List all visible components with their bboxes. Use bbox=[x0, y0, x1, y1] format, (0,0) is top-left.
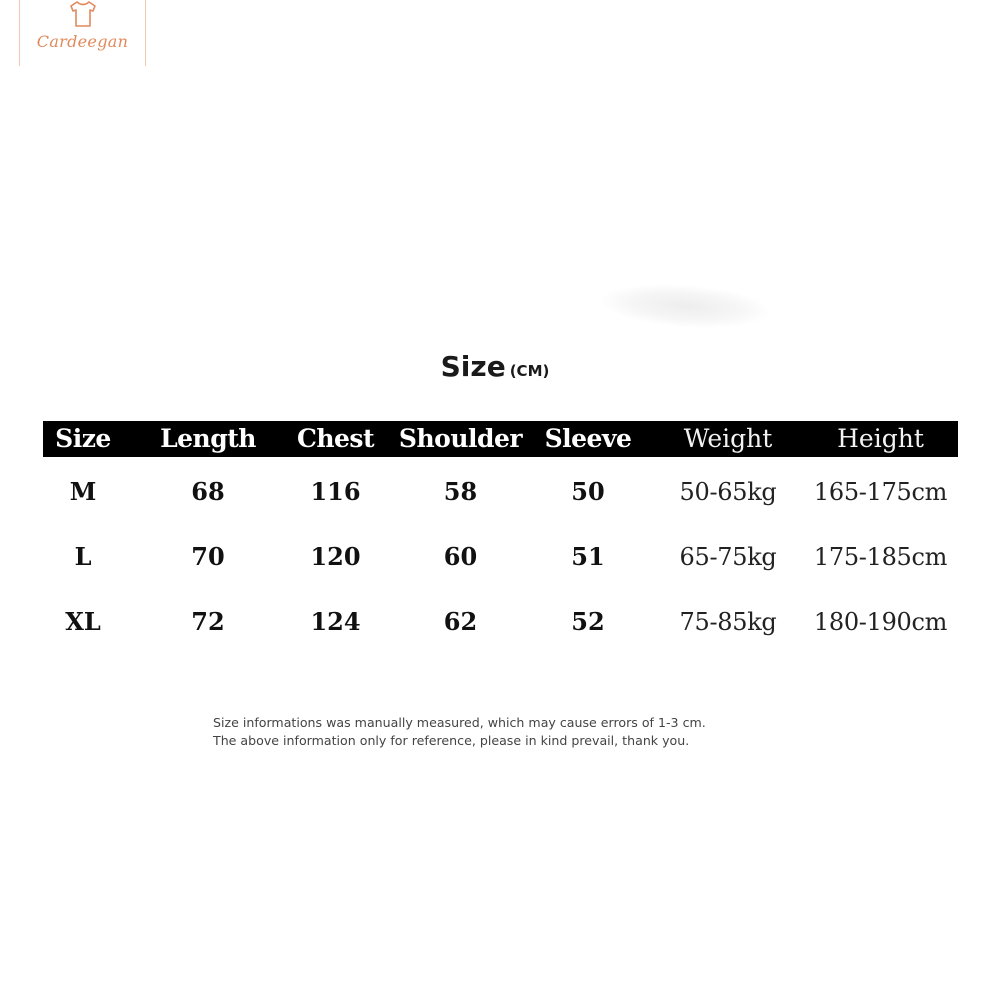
size-table bbox=[43, 421, 958, 652]
table-row bbox=[43, 587, 958, 652]
brand-name: Cardeegan bbox=[36, 32, 129, 51]
header-shoulder: Shoulder bbox=[398, 424, 523, 453]
cell-shoulder: 62 bbox=[443, 607, 478, 636]
cell-length: 70 bbox=[191, 542, 225, 571]
cell-chest: 124 bbox=[310, 607, 361, 636]
cell-chest: 120 bbox=[310, 542, 361, 571]
cell-sleeve: 51 bbox=[571, 542, 605, 571]
title-unit: (CM) bbox=[509, 362, 550, 380]
cell-length: 72 bbox=[191, 607, 225, 636]
cell-weight: 50-65kg bbox=[679, 478, 777, 506]
brand-logo bbox=[19, 0, 146, 66]
header-size: Size bbox=[55, 424, 111, 453]
cell-shoulder: 60 bbox=[443, 542, 478, 571]
header-height: Height bbox=[837, 424, 924, 453]
note-line-1: Size informations was manually measured, which may cause errors of 1-3 cm. bbox=[213, 715, 706, 730]
header-length: Length bbox=[160, 424, 256, 453]
size-chart-title bbox=[0, 350, 990, 383]
cell-length: 68 bbox=[191, 477, 225, 506]
cell-height: 165-175cm bbox=[813, 478, 948, 506]
background-smudge bbox=[599, 279, 772, 333]
title-main: Size bbox=[440, 350, 506, 383]
cell-height: 180-190cm bbox=[813, 608, 948, 636]
note-line-2: The above information only for reference, please in kind prevail, thank you. bbox=[213, 733, 690, 748]
table-row bbox=[43, 522, 958, 587]
cell-size: XL bbox=[65, 607, 101, 636]
tshirt-icon bbox=[68, 0, 98, 28]
cell-weight: 75-85kg bbox=[679, 608, 777, 636]
header-sleeve: Sleeve bbox=[544, 424, 632, 453]
cell-weight: 65-75kg bbox=[679, 543, 777, 571]
cell-shoulder: 58 bbox=[443, 477, 478, 506]
cell-sleeve: 50 bbox=[571, 477, 605, 506]
cell-height: 175-185cm bbox=[813, 543, 948, 571]
cell-sleeve: 52 bbox=[571, 607, 605, 636]
measurement-note bbox=[213, 714, 833, 750]
table-row bbox=[43, 457, 958, 522]
cell-chest: 116 bbox=[310, 477, 361, 506]
cell-size: M bbox=[69, 477, 97, 506]
cell-size: L bbox=[74, 542, 92, 571]
table-header-row bbox=[43, 421, 958, 457]
header-chest: Chest bbox=[296, 424, 375, 453]
header-weight: Weight bbox=[683, 424, 773, 453]
